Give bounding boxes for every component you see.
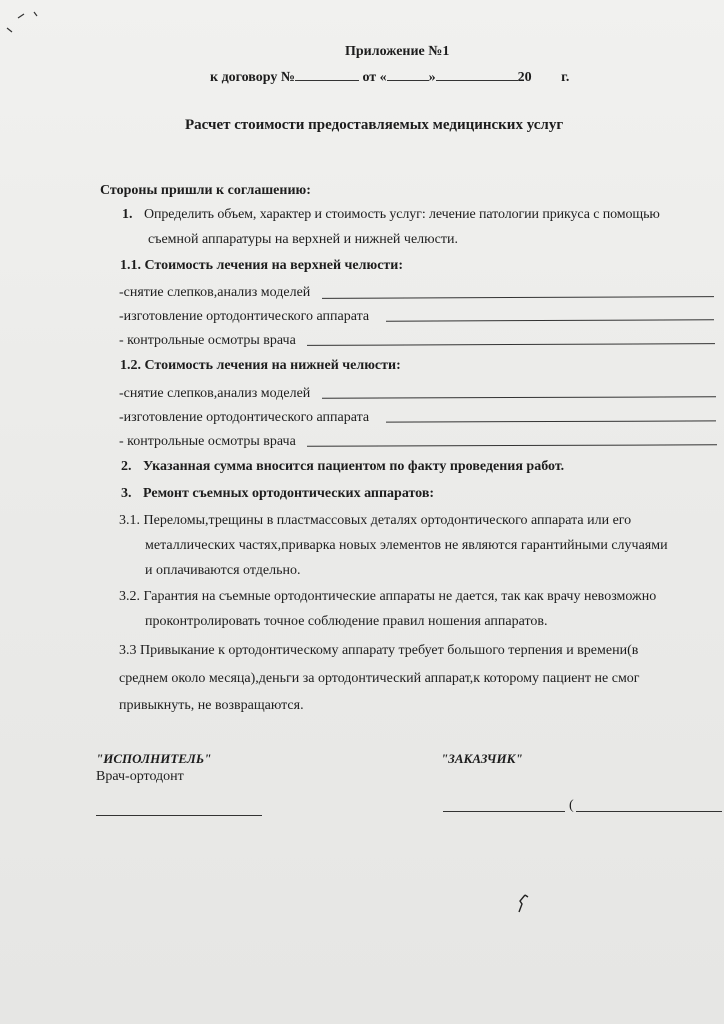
- customer-label: "ЗАКАЗЧИК": [441, 751, 523, 766]
- upper-row-appliance: -изготовление ортодонтического аппарата: [119, 309, 370, 324]
- executor-signature-line: [96, 815, 262, 816]
- clause-3-3-line2: среднем около месяца),деньги за ортодонтический аппарат,к которому пациент не смог: [119, 671, 640, 686]
- lower-row-impressions: -снятие слепков,анализ моделей: [119, 386, 311, 401]
- contract-number-blank: [295, 67, 359, 81]
- clause-3-1-line3: и оплачиваются отдельно.: [145, 563, 301, 578]
- clause-3-3-line3: привыкнуть, не возвращаются.: [119, 698, 304, 713]
- contract-year: 20: [517, 70, 532, 85]
- lower-jaw-heading: 1.2. Стоимость лечения на нижней челюсти:: [120, 358, 401, 373]
- page-title: Расчет стоимости предоставляемых медицинских услуг: [185, 117, 564, 133]
- contract-from: от «: [362, 70, 387, 85]
- executor-label: "ИСПОЛНИТЕЛЬ": [96, 751, 212, 766]
- item-1-number: 1.: [122, 207, 133, 222]
- item-2-number: 2.: [121, 459, 132, 474]
- contract-day-blank: [387, 67, 429, 81]
- agreement-intro: Стороны пришли к соглашению:: [100, 183, 311, 198]
- clause-3-2-line1: 3.2. Гарантия на съемные ортодонтические аппараты не дается, так как врачу невозможно: [119, 589, 657, 604]
- clause-3-3-line1: 3.3 Привыкание к ортодонтическому аппарату требует большого терпения и времени(в: [119, 643, 639, 658]
- item-3-text: Ремонт съемных ортодонтических аппаратов:: [143, 486, 435, 501]
- lower-appliance-price-blank: [386, 420, 716, 422]
- lower-row-appliance: -изготовление ортодонтического аппарата: [119, 410, 370, 425]
- lower-impressions-price-blank: [322, 396, 716, 398]
- item-1-text: Определить объем, характер и стоимость услуг: лечение патологии прикуса с помощью: [144, 207, 660, 222]
- item-1-text-cont: съемной аппаратуры на верхней и нижней челюсти.: [148, 232, 458, 247]
- corner-scribble-icon: [4, 10, 40, 38]
- upper-impressions-price-blank: [322, 296, 714, 299]
- lower-row-checkups: - контрольные осмотры врача: [119, 434, 296, 449]
- upper-jaw-heading: 1.1. Стоимость лечения на верхней челюсти:: [120, 258, 404, 273]
- contract-year-suffix: г.: [561, 70, 570, 85]
- customer-signature-line: [443, 811, 565, 812]
- appendix-title: Приложение №1: [345, 44, 450, 59]
- upper-appliance-price-blank: [386, 319, 714, 321]
- upper-row-checkups: - контрольные осмотры врача: [119, 333, 296, 348]
- contract-prefix: к договору №: [210, 70, 295, 85]
- clause-3-1-line2: металлических частях,приварка новых элементов не являются гарантийными случаями: [145, 538, 668, 553]
- item-2-text: Указанная сумма вносится пациентом по факту проведения работ.: [143, 459, 565, 474]
- pen-mark-icon: [516, 892, 532, 914]
- contract-line: [210, 67, 569, 87]
- customer-name-paren: (: [569, 798, 574, 813]
- contract-month-blank: [436, 67, 518, 81]
- item-3-number: 3.: [121, 486, 132, 501]
- upper-row-impressions: -снятие слепков,анализ моделей: [119, 285, 311, 300]
- contract-close: »: [428, 70, 436, 85]
- customer-name-line: [576, 811, 722, 812]
- executor-role: Врач-ортодонт: [96, 769, 184, 784]
- clause-3-2-line2: проконтролировать точное соблюдение правил ношения аппаратов.: [145, 614, 548, 629]
- clause-3-1-line1: 3.1. Переломы,трещины в пластмассовых деталях ортодонтического аппарата или его: [119, 513, 632, 528]
- lower-checkups-price-blank: [307, 444, 717, 446]
- upper-checkups-price-blank: [307, 343, 715, 346]
